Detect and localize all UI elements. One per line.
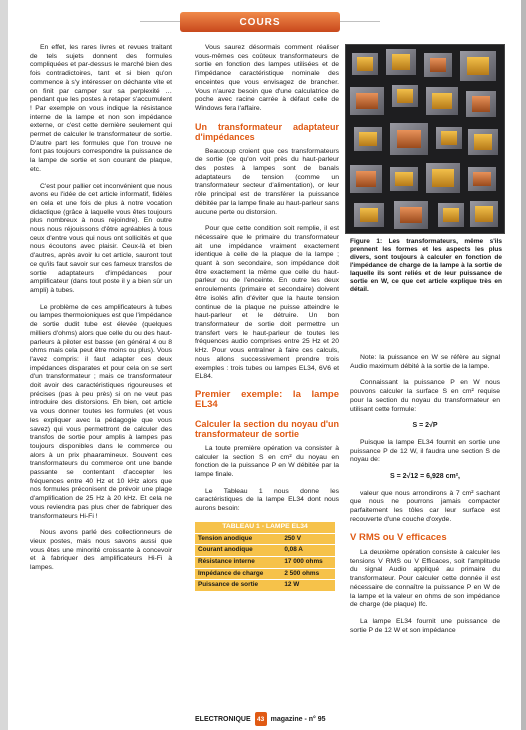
paragraph: La deuxième opération consiste à calculer les tensions V RMS ou V Efficaces, soit l'amplitude du signal Audio appliqué au primaire du transformateur. Pour calculer cette donnée il est nécessaire de connaître la puissance P en W de la lampe et la valeur en ohms de son impédance de charge (de plaque) Ifc.: [350, 549, 500, 609]
table-row: [195, 580, 335, 592]
section-tab: COURS: [180, 12, 340, 32]
table-value: 0,08 A: [281, 545, 335, 557]
paragraph: valeur que nous arrondirons à 7 cm² sachant que nous ne pourrons jamais compacter parfaitement les tôles car leur surface est recouverte d'une couche d'oxyde.: [350, 489, 500, 523]
heading-premier-exemple: Premier exemple: la lampe EL34: [195, 388, 339, 411]
table-row: [195, 556, 335, 568]
paragraph: En effet, les rares livres et revues traitant de tels sujets donnent des formules compliquées et par-dessus le marché bien des fois contradictoires, tant et si bien qu'on commence à s'y intéresser on déchante vite et on finit par camper sur sa perplexité … pendant que les postes à retaper s'accumulent ! Par exemple on vous indique la résistance interne de la lampe et non son impédance externe, or c'est cette dernière seulement qui permet de calculer le transformateur de sortie. D'autre part les formules que l'on trouve ne font pas toujours correspondre la puissance de la lampe de sortie et son courant de plaque, etc.: [30, 44, 172, 173]
paragraph: Puisque la lampe EL34 fournit en sortie une puissance P de 12 W, il faudra une section S de noyau de:: [350, 438, 500, 464]
table-label: Puissance de sortie: [195, 580, 281, 592]
transformers-illustration: [346, 45, 504, 233]
page-footer: [195, 712, 326, 726]
magazine-name: ELECTRONIQUE: [195, 715, 251, 723]
table-value: 12 W: [281, 580, 335, 592]
paragraph: Le problème de ces amplificateurs à tubes ou lampes thermoioniques est que l'impédance de sortie dudit tube est élevée (quelques milliers d'ohms) alors que celle du ou des haut-parleurs à piloter est basse (en général 4 ou 8 ohms mais cela peut être moins ou plus). Vous l'avez compris: il faut adapter ces deux impédances disparates et pour cela on se sert d'un transformateur ; mais ce transformateur doit avoir des caractéristiques rigoureuses et précises (pas à peu près) si on ne veut pas introduire des distorsions. Eh bien, cet article va vous donner toutes les formules (et vous les expliquer avec la pédagogie que vous savez) qui vous permettront de calculer des transfos de sortie pour amplis à lampes pas toujours disponibles dans le commerce ou alors à un prix phaaramineux. Souvent ces transformateurs du commerce ont une bande passante se contentant d'accepter les fréquences entre 40 Hz et 10 kHz alors que nos formules préconisent de prévoir une plage d'amplification de 25 Hz à 20 kHz. Et cela ne vous reviendra pas plus cher de fabriquer des transformateurs Hi-Fi !: [30, 303, 172, 520]
table-label: Résistance interne: [195, 556, 281, 568]
table-value: 17 000 ohms: [281, 556, 335, 568]
paragraph: La toute première opération va consister à calculer la section S en cm² du noyau en fonction de la puissance P en W débitée par la lampe finale.: [195, 444, 339, 479]
paragraph: Beaucoup croient que ces transformateurs de sortie (ce qu'on voit près du haut-parleur des postes à lampes sont de banals adaptateurs de tension (comme un transformateur secteur d'alimentation), or leur rôle principal est de transférer la puissance débitée par la lampe finale au haut-parleur sans aucune perte ou distorsion.: [195, 147, 339, 216]
transformers-photo: [345, 44, 505, 234]
paragraph: Vous saurez désormais comment réaliser vous-mêmes ces coûteux transformateurs de sortie en fonction des lampes utilisées et de l'impédance caractéristique nominale des enceintes que vous envisagez de brancher. Vous n'aurez besoin que d'une calculatrice de poche avec racine carrée à défaut celle de Windows fera l'affaire.: [195, 44, 339, 112]
column-1: [30, 44, 172, 581]
paragraph: La lampe EL34 fournit une puissance de sortie P de 12 W et son impédance: [350, 617, 500, 634]
formula-result: S = 2√12 = 6,928 cm²,: [390, 473, 460, 481]
table-row: [195, 568, 335, 580]
paragraph: Le Tableau 1 nous donne les caractéristiques de la lampe EL34 dont nous aurons besoin:: [195, 487, 339, 513]
table-label: Impédance de charge: [195, 568, 281, 580]
table-row: [195, 545, 335, 557]
table-value: 2 500 ohms: [281, 568, 335, 580]
paragraph: Nous avons parlé des collectionneurs de vieux postes, mais nous savons aussi que vous êtes une minorité croissante à concevoir et à fabriquer des amplificateurs Hi-Fi à lampes.: [30, 529, 172, 572]
table-lampe-el34: [195, 522, 335, 592]
page-number: 43: [255, 712, 267, 726]
table-label: Tension anodique: [195, 533, 281, 545]
figure-caption: Figure 1: Les transformateurs, même s'ils prennent les formes et les aspects les plus divers, sont toujours à calculer en fonction de l'impédance de charge de la lampe à la sortie de laquelle ils sont reliés et de leur puissance de sortie en W, ce que cet article explique très en détail.: [350, 238, 502, 293]
paragraph: Connaissant la puissance P en W nous pouvons calculer la surface S en cm² requise pour la section du noyau du transformateur en utilisant cette formule:: [350, 379, 500, 413]
heading-calculer-section: Calculer la section du noyau d'un transformateur de sortie: [195, 418, 339, 439]
formula-section: S = 2√P: [412, 422, 438, 430]
scan-left-edge: [0, 0, 8, 730]
table-value: 250 V: [281, 533, 335, 545]
column-3: [350, 354, 500, 643]
heading-transformateur: Un transformateur adaptateur d'impédances: [195, 121, 339, 142]
paragraph: Pour que cette condition soit remplie, il est nécessaire que le primaire du transformateur ait une impédance vraiment exactement identique à celle de la plaque de la lampe ; quant à son secondaire, son impédance doit être exactement la même que celle du haut-parleur ou de l'enceinte. En outre les deux enroulements (primaire et secondaire) doivent être isolés afin d'éviter que la haute tension continue de la plaque ne puisse atteindre le haut-parleur et le détruire. Un bon transformateur de sortie doit permettre un transfert vers le haut-parleur de toutes les fréquences audio comprises entre 25 Hz et 20 kHz. Pour vous entraîner à faire ces calculs, nous allons successivement prendre trois exemples : trois tubes ou lampes EL34, 6V6 et EL84.: [195, 225, 339, 381]
scan-right-edge: [521, 0, 526, 730]
issue-number: magazine - n° 95: [270, 715, 326, 723]
paragraph: C'est pour pallier cet inconvénient que nous avons eu l'idée de cet article informatif, fidèles en cela et une fois de plus à notre vocation didactique (grâce à laquelle vous êtes toujours plus nombreux à nous rejoindre). En outre nous nous réjouissons d'être agréables à tous ceux d'entre vous qui nous ont sollicités et que nous écoutons avec plaisir. Ceux-là et bien d'autres, après avoir lu cet article, sauront tout ce qu'ils faut savoir sur ces fameux transfos de sortie adaptateurs d'impédances pour amplificateur (dans tout poste il y a bien sûr un ampli) à tubes.: [30, 182, 172, 294]
table-row: [195, 533, 335, 545]
heading-vrms: V RMS ou V efficaces: [350, 531, 447, 543]
table-title: TABLEAU 1 - LAMPE EL34: [195, 522, 335, 533]
note: Note: la puissance en W se réfère au signal Audio maximum débité à la sortie de la lampe.: [350, 354, 500, 370]
table-label: Courant anodique: [195, 545, 281, 557]
column-2: [195, 44, 339, 592]
